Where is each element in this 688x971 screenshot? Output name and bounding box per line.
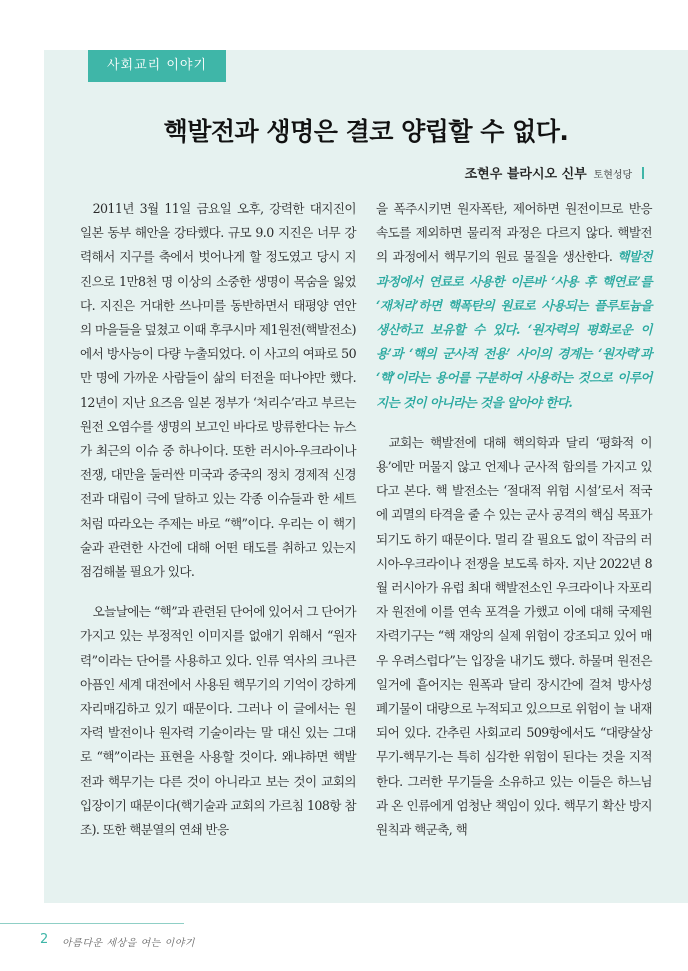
left-column (80, 197, 356, 858)
paragraph-right-1 (376, 197, 652, 415)
highlighted-passage: 핵발전 과정에서 연료로 사용한 이른바 ‘사용 후 핵연료’를 ‘재처리’하면 핵폭탄의 원료로 사용되는 플루토늄을 생산하고 보유할 수 있다. ‘원자력의 평화로운 이용’과 ‘핵의 군사적 전용’ 사이의 경계는 ‘원자력’과 ‘핵’이라는 용어를 구분하여 사용하는 것으로 이루어지는 것이 아니라는 것을 알아야 한다. (376, 249, 652, 410)
paragraph-left-2: 오늘날에는 “핵”과 관련된 단어에 있어서 그 단어가 가지고 있는 부정적인 이미지를 없애기 위해서 “원자력”이라는 단어를 사용하고 있다. 인류 역사의 크나큰 아픔인 세계 대전에서 사용된 핵무기의 기억이 강하게 자리매김하고 있기 때문이다. 그러나 이 글에서는 원자력 발전이나 원자력 기술이라는 말 대신 있는 그대로 “핵”이라는 표현을 사용할 것이다. 왜냐하면 핵발전과 핵무기는 다른 것이 아니라고 보는 것이 교회의 입장이기 때문이다(핵기술과 교회의 가르침 108항 참조). 또한 핵분열의 연쇄 반응 (80, 604, 357, 838)
byline-divider (642, 167, 644, 179)
paragraph-right-1-text: 을 폭주시키면 원자폭탄, 제어하면 원전이므로 반응 속도를 제외하면 물리적 과정은 다르지 않다. 핵발전의 과정에서 핵무기의 원료 물질을 생산한다. (376, 201, 652, 265)
right-column (376, 197, 652, 858)
paragraph-right-2: 교회는 핵발전에 대해 핵의학과 달리 ‘평화적 이용’에만 머물지 않고 언제나 군사적 함의를 가지고 있다고 본다. 핵 발전소는 ‘절대적 위험 시설’로서 적국에 괴멸의 타격을 줄 수 있는 군사 공격의 핵심 목표가 되기도 하기 때문이다. 멀리 갈 필요도 없이 작금의 러시아-우크라이나 전쟁을 보도록 하자. 지난 2022년 8월 러시아가 유럽 최대 핵발전소인 우크라이나 자포리자 원전에 이를 연속 포격을 가했고 이에 대해 국제원자력기구는 “핵 재앙의 실제 위험이 강조되고 있어 매우 우려스럽다”는 입장을 내기도 했다. 하물며 원전은 일거에 흩어지는 원폭과 달리 장시간에 걸쳐 방사성 폐기물이 대량으로 누적되고 있으므로 위험이 늘 내재되어 있다. 간추린 사회교리 509항에서도 “대량살상무기-핵무기-는 특히 심각한 위험이 된다는 것을 지적한다. 그러한 무기들을 소유하고 있는 이들은 하느님과 온 인류에게 엄청난 책임이 있다. 핵무기 확산 방지 원칙과 핵군축, 핵 (376, 434, 652, 838)
byline (465, 163, 644, 182)
article-title: 핵발전과 생명은 결코 양립할 수 없다. (163, 117, 569, 146)
footer-divider (0, 923, 184, 924)
author-parish: 토현성당 (593, 170, 633, 181)
magazine-name: 아름다운 세상을 여는 이야기 (62, 938, 195, 949)
section-tag: 사회교리 이야기 (88, 50, 226, 82)
paragraph-left-1: 2011년 3월 11일 금요일 오후, 강력한 대지진이 일본 동부 해안을 강타했다. 규모 9.0 지진은 너무 강력해서 지구를 축에서 벗어나게 할 정도였고 당시 지진으로 1만8천 명 이상의 소중한 생명이 목숨을 잃었다. 지진은 거대한 쓰나미를 동반하면서 태평양 연안의 마을들을 덮쳤고 이때 후쿠시마 제1원전(핵발전소)에서 방사능이 다량 누출되었다. 이 사고의 여파로 50만 명에 가까운 사람들이 삶의 터전을 떠나야만 했다. 12년이 지난 요즈음 일본 정부가 ‘처리수’라고 부르는 원전 오염수를 생명의 보고인 바다로 방류한다는 뉴스가 최근의 이슈 중 하나이다. 또한 러시아-우크라이나 전쟁, 대만을 둘러싼 미국과 중국의 정치 경제적 신경전과 대립이 극에 달하고 있는 각종 이슈들과 한 세트처럼 따라오는 주제는 바로 “핵”이다. 우리는 이 핵기술과 관련한 사건에 대해 어떤 태도를 취하고 있는지 점검해볼 필요가 있다. (80, 201, 356, 580)
page-number: 2 (40, 932, 49, 947)
author-name: 조현우 블라시오 신부 (464, 167, 587, 182)
